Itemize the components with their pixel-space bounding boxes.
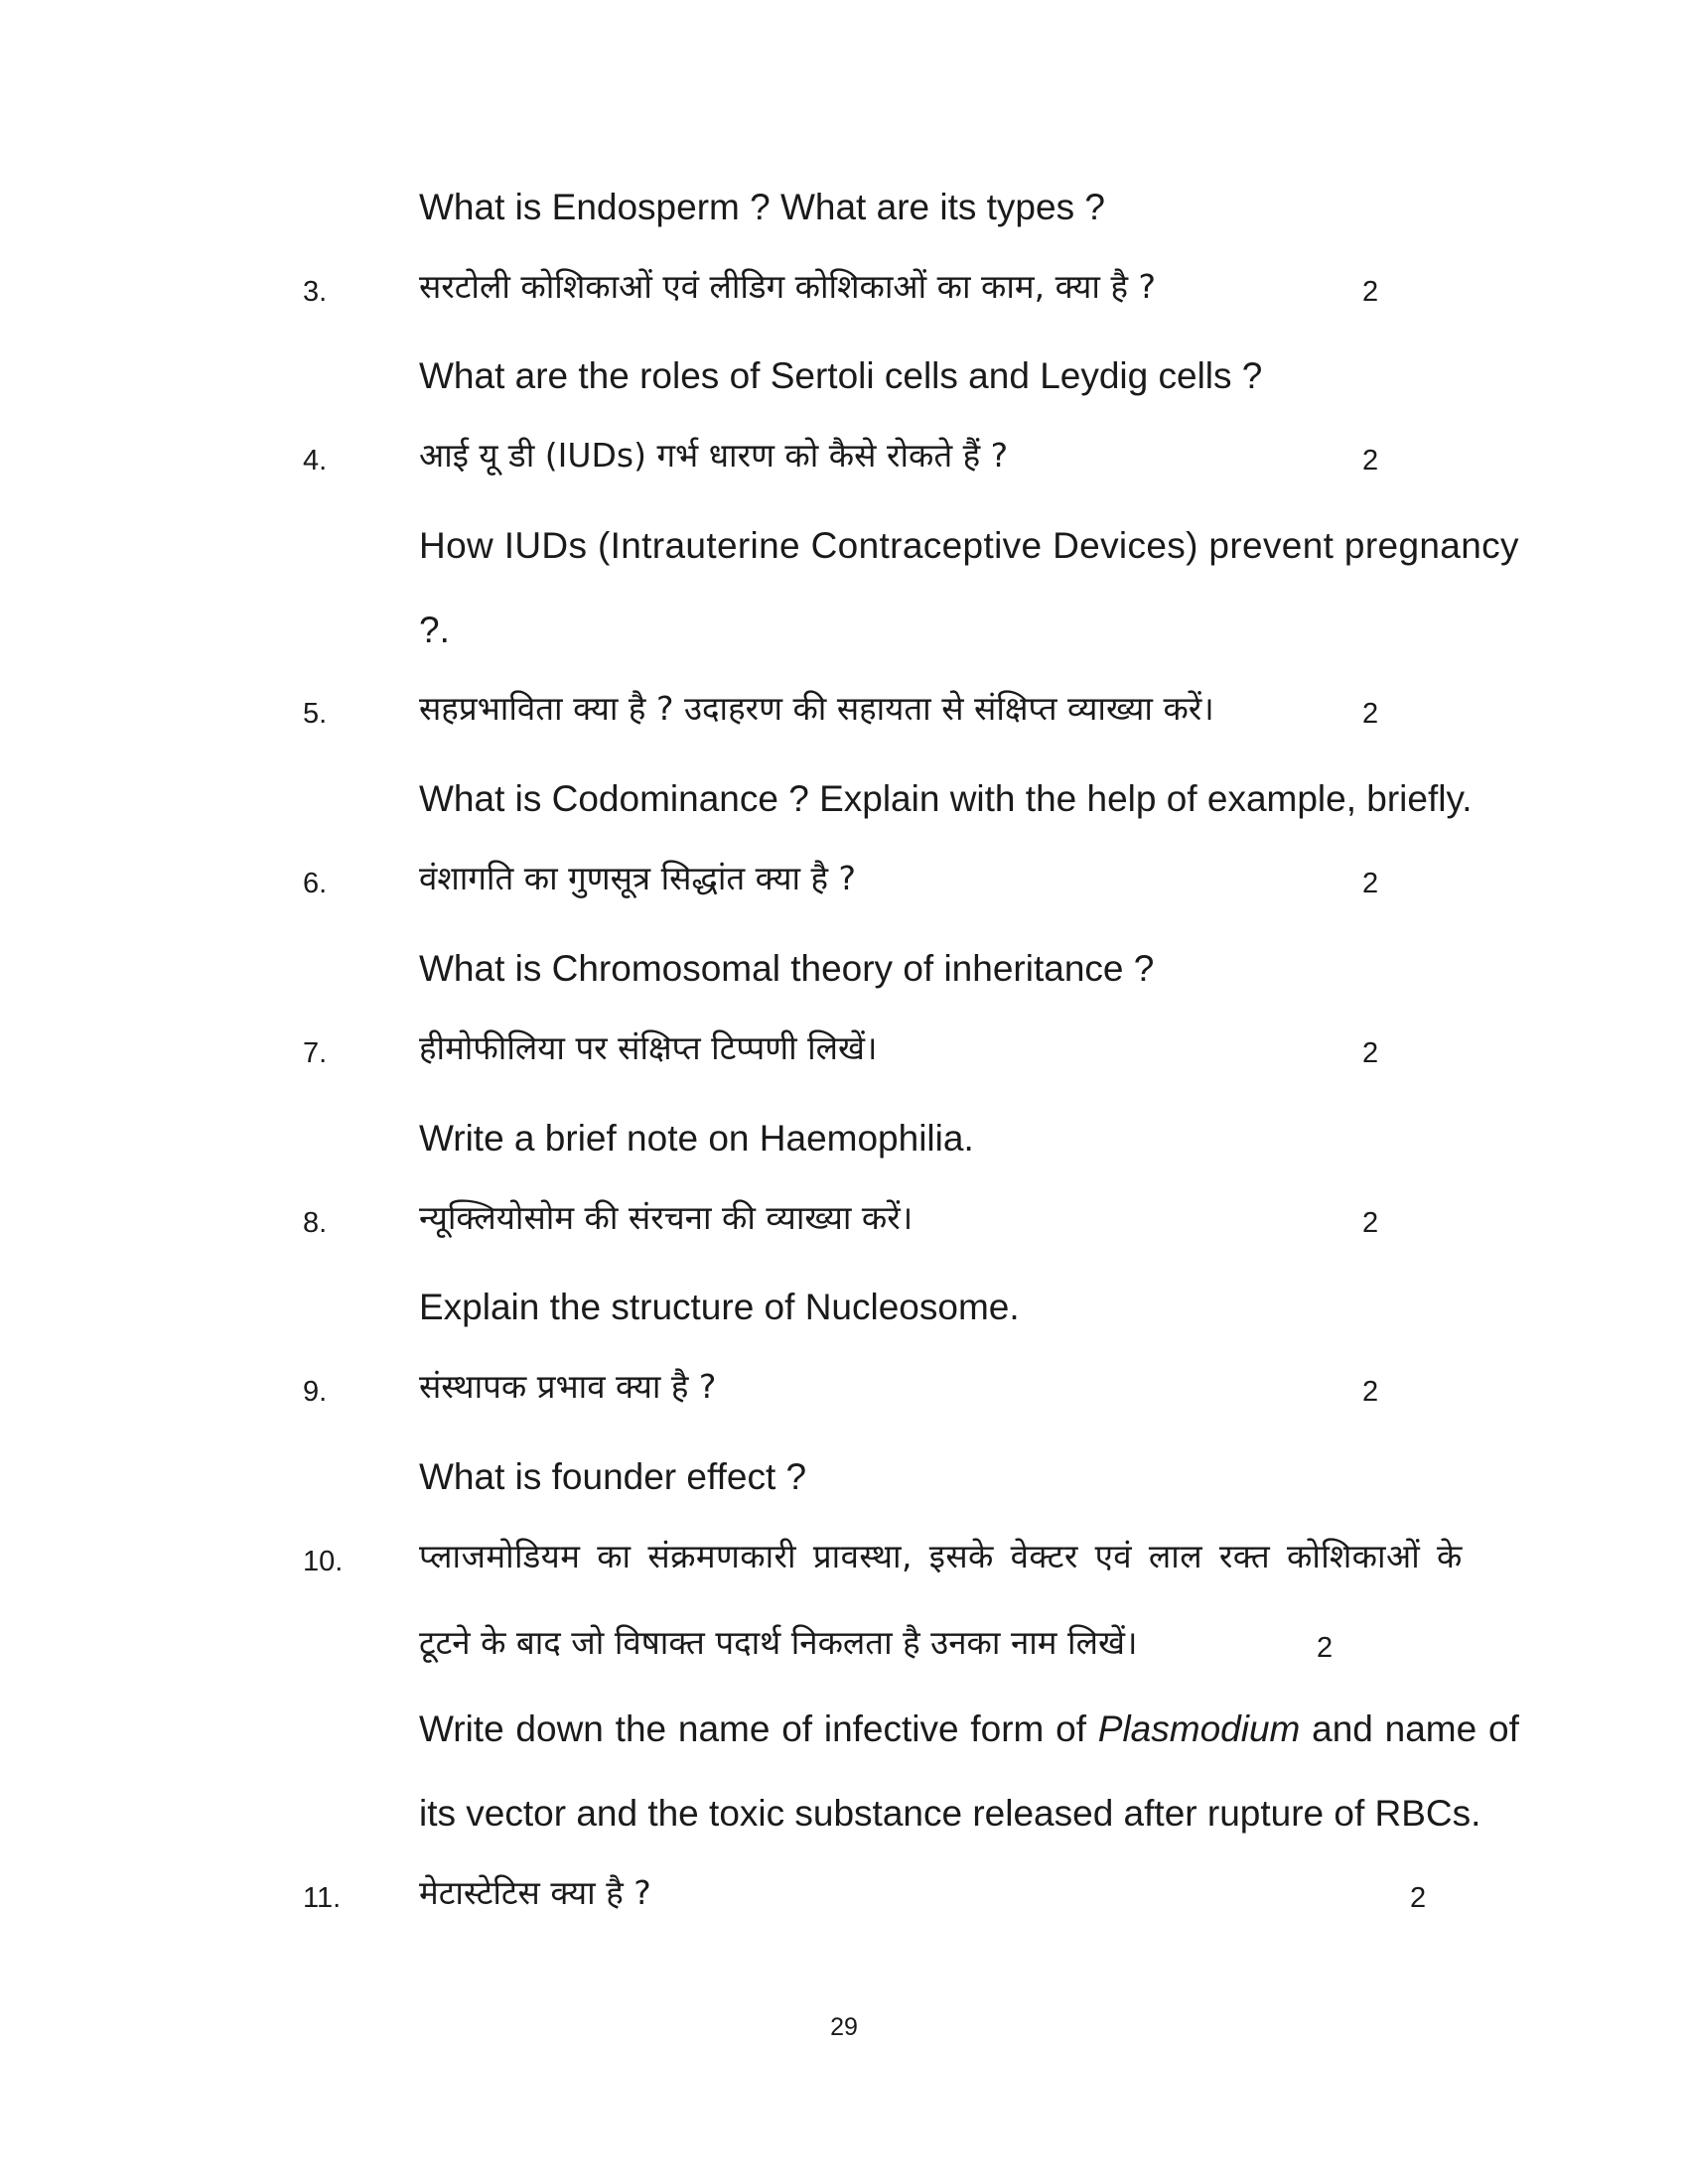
q10-hindi-text-line1 (419, 1537, 1501, 1575)
q9-english-text: What is founder effect ? (419, 1456, 807, 1497)
question-number: 11. (303, 1882, 342, 1914)
q10-hindi-line1-text: प्लाजमोडियम का संक्रमणकारी प्रावस्था, इसके वेक्टर एवं लाल रक्त कोशिकाओं के (419, 1537, 1463, 1575)
q2-english-text: What is Endosperm ? What are its types ? (419, 187, 1105, 227)
q6-hindi-text: वंशागति का गुणसूत्र सिद्धांत क्या है ? (419, 859, 857, 897)
q4-hindi-text: आई यू डी (IUDs) गर्भ धारण को कैसे रोकते हैं ? (419, 436, 1009, 475)
q7-english-text: Write a brief note on Haemophilia. (419, 1118, 974, 1159)
question-number: 5. (303, 698, 328, 730)
q6-marks: 2 (1362, 868, 1379, 899)
q3-marks: 2 (1362, 276, 1379, 308)
q3-hindi-text: सरटोली कोशिकाओं एवं लीडिग कोशिकाओं का काम, क्या है ? (419, 267, 1156, 306)
q10-english-italic: Plasmodium (1097, 1708, 1301, 1749)
q10-marks: 2 (1317, 1632, 1334, 1664)
q10-english-part2: and name of (1300, 1708, 1519, 1749)
q10-hindi-text-line2: टूटने के बाद जो विषाक्त पदार्थ निकलता है उनका नाम लिखें। (419, 1623, 1138, 1662)
q6-english-text: What is Chromosomal theory of inheritance ? (419, 948, 1155, 989)
q5-marks: 2 (1362, 698, 1379, 730)
q4-english-text-line2: ?. (419, 610, 450, 650)
q7-marks: 2 (1362, 1037, 1379, 1069)
q5-hindi-text: सहप्रभाविता क्या है ? उदाहरण की सहायता से संक्षिप्त व्याख्या करें। (419, 689, 1214, 728)
q5-english-text: What is Codominance ? Explain with the help of example, briefly. (419, 778, 1473, 819)
q9-hindi-text: संस्थापक प्रभाव क्या है ? (419, 1367, 717, 1406)
q4-english-text-line1: How IUDs (Intrauterine Contraceptive Devices) prevent pregnancy (419, 525, 1519, 566)
question-number: 9. (303, 1376, 328, 1408)
q10-english-text-line1 (419, 1710, 1519, 1747)
q8-english-text: Explain the structure of Nucleosome. (419, 1287, 1020, 1327)
q4-marks: 2 (1362, 445, 1379, 477)
q7-hindi-text: हीमोफीलिया पर संक्षिप्त टिप्पणी लिखें। (419, 1028, 878, 1067)
q11-hindi-text: मेटास्टेटिस क्या है ? (419, 1873, 651, 1912)
question-number: 7. (303, 1037, 328, 1069)
q10-english-text-line2: its vector and the toxic substance released after rupture of RBCs. (419, 1793, 1481, 1834)
question-number: 6. (303, 868, 328, 899)
q9-marks: 2 (1362, 1376, 1379, 1408)
q8-hindi-text: न्यूक्लियोसोम की संरचना की व्याख्या करें। (419, 1198, 914, 1237)
question-number: 10. (303, 1546, 344, 1577)
question-number: 3. (303, 276, 328, 308)
question-number: 8. (303, 1207, 328, 1239)
q11-marks: 2 (1410, 1882, 1427, 1914)
q10-english-part1: Write down the name of infective form of (419, 1708, 1098, 1749)
page-number: 29 (830, 2013, 858, 2041)
q3-english-text: What are the roles of Sertoli cells and Leydig cells ? (419, 355, 1263, 396)
q8-marks: 2 (1362, 1207, 1379, 1239)
question-number: 4. (303, 445, 328, 477)
